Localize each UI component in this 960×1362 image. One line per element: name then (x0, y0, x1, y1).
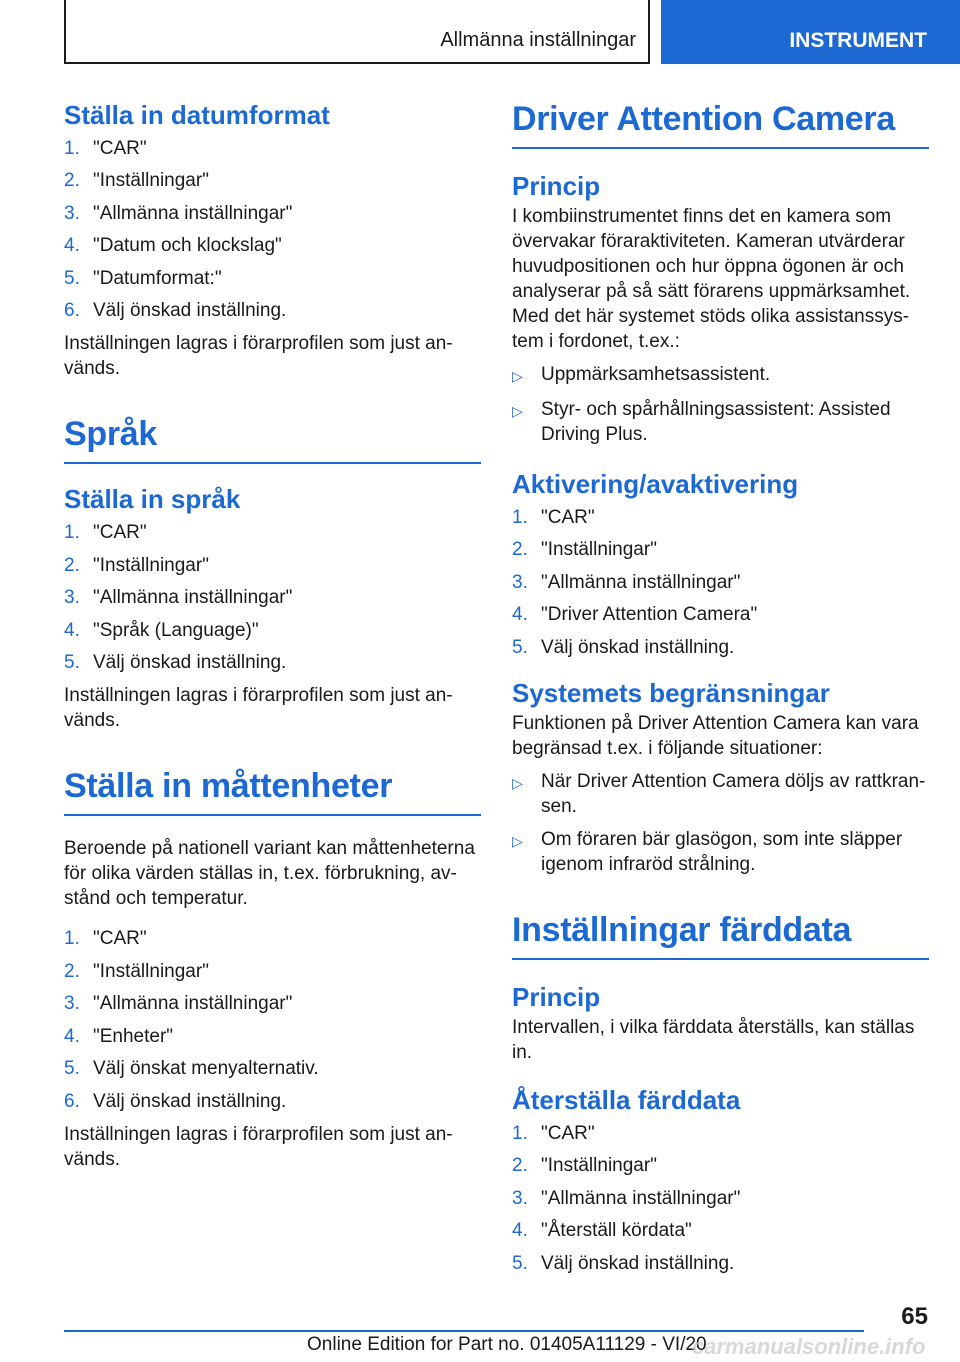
step-text: Välj önskat menyalternativ. (93, 1058, 319, 1080)
page-number: 65 (901, 1303, 928, 1330)
bullet-text: Om föraren bär glasögon, som inte släpper igenom infraröd strålning. (541, 829, 903, 876)
step-text: "Inställningar" (93, 170, 209, 192)
step-text: Välj önskad inställning. (541, 1252, 735, 1274)
triangle-right-icon: ▷ (512, 368, 523, 384)
steps-aktivering (512, 502, 929, 664)
step-text: "Allmänna inställningar" (93, 587, 293, 609)
triangle-right-icon: ▷ (512, 403, 523, 419)
step-number: 1. (64, 522, 80, 544)
step-text: "Datumformat:" (93, 267, 222, 289)
steps-datumformat (64, 133, 481, 327)
step-number: 3. (64, 587, 80, 609)
list-item (64, 615, 481, 647)
list-item (64, 263, 481, 295)
step-number: 2. (512, 539, 528, 561)
step-number: 3. (64, 993, 80, 1015)
list-item (512, 632, 929, 664)
list-item (512, 534, 929, 566)
section-title: Allmänna inställningar (440, 29, 636, 51)
step-text: "Allmänna inställningar" (541, 1187, 741, 1209)
intro-mattenheter: Beroende på nationell variant kan måttenheterna för olika värden ställas in, t.ex. förbrukning, av-stånd och temperatur. (64, 838, 475, 910)
step-number: 3. (512, 571, 528, 593)
step-text: "Återställ kördata" (541, 1220, 692, 1242)
list-item (512, 397, 929, 447)
step-text: "CAR" (541, 1123, 595, 1145)
bullets-begransningar (512, 769, 929, 877)
edition-text: Online Edition for Part no. 01405A11129 - VI/20 (307, 1334, 707, 1355)
step-text: "Datum och klockslag" (93, 235, 282, 257)
list-item (512, 1118, 929, 1150)
heading-sprak: Språk (64, 415, 481, 464)
steps-farddata (512, 1118, 929, 1280)
heading-datumformat: Ställa in datumformat (64, 100, 330, 130)
list-item (64, 988, 481, 1020)
step-number: 4. (64, 619, 80, 641)
list-item (64, 550, 481, 582)
steps-sprak (64, 517, 481, 679)
step-number: 2. (64, 960, 80, 982)
list-item (512, 1248, 929, 1280)
list-item (64, 198, 481, 230)
step-number: 4. (512, 1220, 528, 1242)
step-number: 3. (64, 202, 80, 224)
watermark-logo: carmanualsonline.info (692, 1334, 926, 1359)
triangle-right-icon: ▷ (512, 775, 523, 792)
list-item (512, 502, 929, 534)
list-item (64, 1086, 481, 1118)
note-datumformat: Inställningen lagras i förarprofilen som just an-vänds. (64, 333, 453, 380)
step-text: Välj önskad inställning. (541, 636, 735, 658)
triangle-right-icon: ▷ (512, 833, 523, 850)
text-begransningar: Funktionen på Driver Attention Camera kan vara begränsad t.ex. i följande situationer: (512, 713, 919, 760)
step-text: Välj önskad inställning. (93, 652, 287, 674)
step-text: "Allmänna inställningar" (93, 202, 293, 224)
chapter-tab[interactable] (661, 0, 960, 64)
list-item (64, 956, 481, 988)
bullet-text: Uppmärksamhetsassistent. (541, 364, 771, 385)
text-princip-farddata: Intervallen, i vilka färddata återställs, kan ställas in. (512, 1017, 915, 1064)
step-number: 2. (64, 170, 80, 192)
right-column (512, 100, 929, 1280)
step-number: 2. (64, 554, 80, 576)
step-text: "Inställningar" (541, 539, 657, 561)
list-item (64, 230, 481, 262)
step-number: 5. (512, 1252, 528, 1274)
step-number: 1. (64, 928, 80, 950)
bullet-text: När Driver Attention Camera döljs av rattkran-sen. (541, 771, 926, 818)
left-column (64, 100, 481, 1172)
heading-aterstalla-farddata: Återställa färddata (512, 1085, 741, 1116)
step-number: 1. (512, 1123, 528, 1145)
step-text: Välj önskad inställning. (93, 300, 287, 322)
list-item (64, 517, 481, 549)
heading-princip-farddata: Princip (512, 982, 601, 1013)
header-section-box (64, 0, 650, 64)
list-item (64, 133, 481, 165)
list-item (512, 362, 929, 389)
list-item (64, 582, 481, 614)
step-text: "Inställningar" (93, 960, 209, 982)
text-princip-camera: I kombiinstrumentet finns det en kamera som övervakar föraraktiviteten. Kameran utvärderar huvudpositionen och hur öppna ögonen är och analyserar på så sätt förarens uppmärksamhet. Med det här systemet stöds olika assistanssys-tem i fordonet, t.ex.: (512, 206, 911, 352)
list-item (512, 1150, 929, 1182)
list-item (64, 165, 481, 197)
note-sprak: Inställningen lagras i förarprofilen som just an-vänds. (64, 685, 453, 732)
footer-divider (64, 1330, 864, 1332)
step-text: "Inställningar" (541, 1155, 657, 1177)
list-item (64, 295, 481, 327)
list-item (64, 1053, 481, 1085)
heading-begransningar: Systemets begränsningar (512, 678, 830, 709)
step-text: Välj önskad inställning. (93, 1090, 287, 1112)
step-number: 5. (64, 1058, 80, 1080)
list-item (512, 769, 929, 819)
step-number: 4. (512, 604, 528, 626)
step-number: 4. (64, 235, 80, 257)
step-text: "CAR" (93, 928, 147, 950)
step-text: "CAR" (541, 507, 595, 528)
list-item (512, 1183, 929, 1215)
heading-aktivering: Aktivering/avaktivering (512, 469, 799, 499)
step-number: 1. (512, 507, 528, 528)
bullets-camera (512, 362, 929, 447)
list-item (512, 567, 929, 599)
heading-princip-camera: Princip (512, 171, 601, 201)
step-text: "Allmänna inställningar" (93, 993, 293, 1015)
step-text: "Språk (Language)" (93, 619, 259, 641)
heading-stalla-in-sprak: Ställa in språk (64, 484, 241, 515)
note-mattenheter: Inställningen lagras i förarprofilen som just an-vänds. (64, 1123, 453, 1170)
step-text: "Inställningar" (93, 554, 209, 576)
step-number: 5. (64, 652, 80, 674)
list-item (512, 599, 929, 631)
bullet-text: Styr- och spårhållningsassistent: Assisted Driving Plus. (541, 399, 891, 445)
step-text: "CAR" (93, 522, 147, 544)
heading-mattenheter: Ställa in måttenheter (64, 767, 481, 816)
step-number: 3. (512, 1187, 528, 1209)
step-number: 6. (64, 1090, 80, 1112)
list-item (64, 923, 481, 955)
step-text: "Allmänna inställningar" (541, 571, 741, 593)
steps-mattenheter (64, 923, 481, 1117)
heading-driver-attention-camera: Driver Attention Camera (512, 100, 929, 149)
step-number: 5. (512, 636, 528, 658)
step-number: 2. (512, 1155, 528, 1177)
heading-farddata: Inställningar färddata (512, 911, 929, 960)
step-text: "Enheter" (93, 1025, 174, 1047)
step-number: 5. (64, 267, 80, 289)
step-text: "CAR" (93, 138, 147, 159)
step-number: 6. (64, 300, 80, 322)
step-number: 1. (64, 138, 80, 159)
list-item (64, 647, 481, 679)
step-number: 4. (64, 1025, 80, 1047)
list-item (64, 1021, 481, 1053)
chapter-tab-label: INSTRUMENT (789, 29, 927, 52)
list-item (512, 827, 929, 877)
step-text: "Driver Attention Camera" (541, 604, 758, 626)
list-item (512, 1215, 929, 1247)
